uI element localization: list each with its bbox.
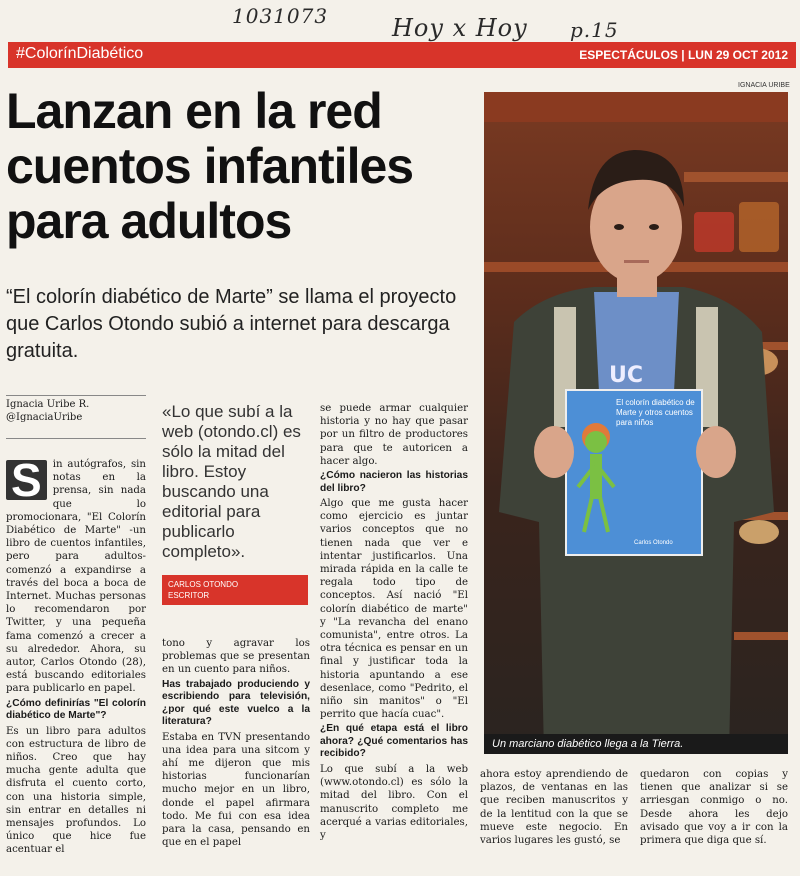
article-column-4 (480, 768, 628, 847)
answer-4: Lo que subí a la web (www.otondo.cl) es sólo la mitad del libro. Con el manuscrito completo me acerqué a varias editoriales, y (320, 763, 468, 841)
book-cover-title: El colorín diabético de Marte y otros cuentos para niños (616, 398, 695, 427)
headline: Lanzan en la red cuentos infantiles para adultos (6, 83, 414, 249)
author-rule-bottom (6, 438, 146, 439)
author-rule-top (6, 395, 146, 396)
hashtag-tag: #ColorínDiabético (16, 45, 144, 62)
article-photo (484, 92, 788, 754)
section-bar (8, 42, 796, 68)
question-3: ¿Cómo nacieron las historias del libro? (320, 470, 468, 494)
pull-quote-credit (162, 575, 308, 605)
intro-paragraph (6, 454, 146, 696)
drop-cap: S (6, 460, 47, 500)
author-handle: @IgnaciaUribe (6, 412, 83, 423)
article-column-5 (640, 768, 788, 847)
answer-2: Estaba en TVN presentando una idea para una sitcom y ahí me dijeron que mis historias funcionarían mucho mejor en un libro, donde el papel afirmara todo. Me fui con esa idea para la casa, pensando en que en el papel (162, 731, 310, 849)
col4-text: ahora estoy aprendiendo de plazos, de ventanas en las que reciben manuscritos y de la lentitud con la que se mueve este negocio. En varios lugares les gustó, se (480, 769, 628, 847)
article-column-2 (162, 637, 310, 849)
handwritten-source: Hoy x Hoy (392, 14, 528, 42)
col3-continued: se puede armar cualquier historia y no hay que pasar por un filtro de productores para que te autoricen a hacer algo. (320, 403, 468, 467)
pull-quote-role: ESCRITOR (168, 591, 210, 600)
svg-text:UC: UC (609, 363, 644, 388)
handwritten-code: 1031073 (232, 4, 329, 28)
pull-quote: «Lo que subí a la web (otondo.cl) es sólo la mitad del libro. Estoy buscando una editorial para publicarlo completo». (162, 402, 301, 561)
question-1: ¿Cómo definirías "El colorín diabético de Marte"? (6, 697, 146, 722)
answer-3: Algo que me gusta hacer como ejercicio es juntar varios conceptos que no tienen nada que ver e intentar justificarlos. Una mirada rápida en la calle te regala todo tipo de conceptos. Así nació "El colorín diabético de marte" y "La revancha del enano comunista", entre otros. La otra técnica es pensar en un final y justificar toda la historia apuntando a ese desenlace, como "Pedrito, el niño sin manitos" o "El perrito que hacía cuac". (320, 498, 468, 721)
col5-text: quedaron con copias y tienen que analizar si se arriesgan conmigo o no. Desde ahora les dejo avisado que voy a ir con la primera que diga que sí. (640, 769, 788, 847)
answer-1: Es un libro para adultos con estructura de libro de niños. Creo que hay mucha gente adulta que disfruta el cuento corto, con una historia simple, sin entrar en detalles ni mensajes profundos. Lo único que hice fue acentuar el (6, 725, 146, 856)
col2-continued: tono y agravar los problemas que se presentan en un cuento para niños. (162, 638, 310, 676)
author-name: Ignacia Uribe R. (6, 399, 90, 410)
intro-text: in autógrafos, sin notas en la prensa, sin nada que lo promocionara, "El Colorín Diabético de Marte" -un libro de cuentos infantiles, pero para adultos- comenzó a expandirse a través del boca a boca de Internet. Muchas personas lo recomendaron por Twitter, y una pequeña fama comenzó a crecer a su alrededor. Ahora, su autor, Carlos Otondo (28), está buscando editoriales para publicarlo en papel. (6, 459, 146, 695)
subheadline: “El colorín diabético de Marte” se llama el proyecto que Carlos Otondo subió a internet para descarga gratuita. (6, 286, 457, 362)
question-2: Has trabajado produciendo y escribiendo para televisión, ¿por qué este vuelco a la literatura? (162, 678, 310, 728)
section-date: ESPECTÁCULOS | LUN 29 OCT 2012 (579, 48, 788, 62)
pull-quote-name: CARLOS OTONDO (168, 580, 239, 589)
question-4: ¿En qué etapa está el libro ahora? ¿Qué comentarios has recibido? (320, 723, 468, 760)
article-column-1 (6, 454, 146, 857)
photo-credit: IGNACIA URIBE (738, 82, 790, 89)
handwritten-page: p.15 (570, 18, 619, 42)
article-column-3 (320, 402, 468, 842)
photo-caption: Un marciano diabético llega a la Tierra. (484, 734, 788, 754)
book-cover-author: Carlos Otondo (634, 540, 673, 546)
author-byline (6, 398, 146, 424)
